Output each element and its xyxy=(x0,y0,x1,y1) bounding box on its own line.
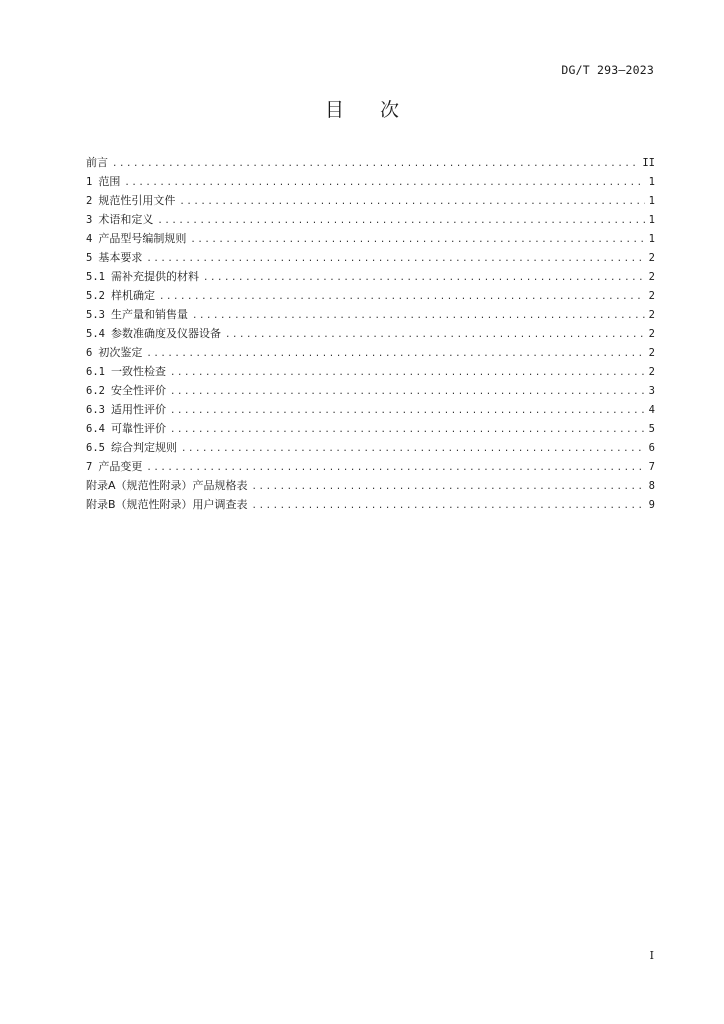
toc-entry-text: 可靠性评价 xyxy=(110,422,166,435)
toc-entry-number: 5.1 xyxy=(86,271,105,283)
toc-entry-2[interactable] xyxy=(86,191,655,210)
toc-entry-page: 3 xyxy=(648,385,655,397)
toc-entry-label xyxy=(86,286,155,306)
toc-entry-label xyxy=(86,495,248,514)
toc-entry-6-4[interactable] xyxy=(86,419,655,438)
toc-entry-5-4[interactable] xyxy=(86,324,655,343)
toc-leader-dots xyxy=(170,364,645,383)
toc-entry-page: 1 xyxy=(648,233,655,245)
toc-entry-number: 6.4 xyxy=(86,423,105,435)
toc-entry-text: 样机确定 xyxy=(110,289,155,302)
toc-leader-dots xyxy=(146,345,644,364)
toc-entry-text: 生产量和销售量 xyxy=(110,308,188,321)
toc-entry-label xyxy=(86,229,186,249)
toc-leader-dots xyxy=(170,421,645,440)
toc-entry-number: 7 xyxy=(86,461,93,473)
toc-entry-page: 1 xyxy=(648,214,655,226)
toc-entry-label xyxy=(86,438,177,458)
toc-entry-text: 产品变更 xyxy=(98,460,143,473)
toc-leader-dots xyxy=(181,440,645,459)
toc-entry-text: 范围 xyxy=(98,175,121,188)
toc-entry-text: 初次鉴定 xyxy=(98,346,143,359)
toc-entry-label xyxy=(86,343,142,363)
toc-entry-6[interactable] xyxy=(86,343,655,362)
toc-leader-dots xyxy=(170,383,645,402)
page-number: I xyxy=(649,949,654,962)
toc-entry-text: 基本要求 xyxy=(98,251,143,264)
toc-entry-page: 2 xyxy=(648,328,655,340)
toc-entry-label xyxy=(86,419,166,439)
toc-leader-dots xyxy=(252,497,645,516)
toc-entry-text: 参数准确度及仪器设备 xyxy=(110,327,221,340)
toc-entry-label xyxy=(86,248,142,268)
toc-entry-text: 产品型号编制规则 xyxy=(98,232,187,245)
toc-entry-page: 6 xyxy=(648,442,655,454)
toc-entry-text: 综合判定规则 xyxy=(110,441,177,454)
document-code: DG/T 293—2023 xyxy=(561,63,654,77)
toc-entry-page: 2 xyxy=(648,271,655,283)
toc-leader-dots xyxy=(225,326,645,345)
toc-entry-page: 2 xyxy=(648,366,655,378)
toc-entry-label xyxy=(86,381,166,401)
toc-leader-dots xyxy=(124,174,644,193)
toc-entry-label xyxy=(86,400,166,420)
toc-leader-dots xyxy=(179,193,644,212)
toc-entry-number: 6.5 xyxy=(86,442,105,454)
toc-entry-text: 适用性评价 xyxy=(110,403,166,416)
toc-entry-foreword[interactable] xyxy=(86,153,655,172)
toc-entry-6-5[interactable] xyxy=(86,438,655,457)
toc-entry-label xyxy=(86,191,175,211)
toc-entry-page: 9 xyxy=(648,499,655,511)
toc-entry-number: 3 xyxy=(86,214,93,226)
toc-leader-dots xyxy=(252,478,645,497)
toc-entry-3[interactable] xyxy=(86,210,655,229)
toc-entry-label xyxy=(86,457,142,477)
toc-leader-dots xyxy=(192,307,645,326)
toc-leader-dots xyxy=(146,250,644,269)
toc-entry-label xyxy=(86,172,120,192)
toc-entry-page: 1 xyxy=(648,176,655,188)
toc-entry-page: 7 xyxy=(648,461,655,473)
toc-entry-6-2[interactable] xyxy=(86,381,655,400)
toc-leader-dots xyxy=(170,402,645,421)
toc-entry-page: 8 xyxy=(648,480,655,492)
toc-entry-label xyxy=(86,153,108,172)
toc-entry-7[interactable] xyxy=(86,457,655,476)
toc-entry-label xyxy=(86,324,221,344)
toc-entry-label xyxy=(86,267,199,287)
toc-entry-page: 2 xyxy=(648,347,655,359)
toc-entry-page: 4 xyxy=(648,404,655,416)
toc-entry-6-3[interactable] xyxy=(86,400,655,419)
toc-leader-dots xyxy=(159,288,645,307)
toc-entry-text: 需补充提供的材料 xyxy=(110,270,199,283)
toc-entry-number: 6 xyxy=(86,347,93,359)
toc-entry-page: 5 xyxy=(648,423,655,435)
toc-entry-label xyxy=(86,210,153,230)
toc-entry-appendix-a[interactable] xyxy=(86,476,655,495)
toc-leader-dots xyxy=(203,269,645,288)
toc-entry-4[interactable] xyxy=(86,229,655,248)
toc-entry-label xyxy=(86,476,248,495)
toc-entry-page: II xyxy=(642,157,655,169)
toc-entry-text: 一致性检查 xyxy=(110,365,166,378)
toc-entry-text: 附录B（规范性附录）用户调查表 xyxy=(86,498,248,511)
toc-leader-dots xyxy=(112,155,638,174)
toc-entry-number: 1 xyxy=(86,176,93,188)
toc-entry-page: 2 xyxy=(648,252,655,264)
toc-entry-text: 安全性评价 xyxy=(110,384,166,397)
toc-entry-number: 5 xyxy=(86,252,93,264)
toc-leader-dots xyxy=(157,212,644,231)
toc-entry-number: 6.3 xyxy=(86,404,105,416)
toc-entry-label xyxy=(86,362,166,382)
toc-title: 目次 xyxy=(324,99,435,121)
toc-entry-page: 2 xyxy=(648,309,655,321)
toc-entry-appendix-b[interactable] xyxy=(86,495,655,514)
toc-entry-5-2[interactable] xyxy=(86,286,655,305)
toc-entry-text: 规范性引用文件 xyxy=(98,194,176,207)
toc-entry-number: 6.2 xyxy=(86,385,105,397)
table-of-contents xyxy=(86,153,655,514)
toc-entry-6-1[interactable] xyxy=(86,362,655,381)
toc-entry-5[interactable] xyxy=(86,248,655,267)
toc-entry-number: 5.3 xyxy=(86,309,105,321)
toc-entry-number: 2 xyxy=(86,195,93,207)
toc-entry-text: 前言 xyxy=(86,156,108,169)
toc-entry-number: 5.4 xyxy=(86,328,105,340)
toc-entry-number: 5.2 xyxy=(86,290,105,302)
toc-leader-dots xyxy=(190,231,644,250)
toc-entry-page: 2 xyxy=(648,290,655,302)
toc-entry-5-1[interactable] xyxy=(86,267,655,286)
toc-entry-5-3[interactable] xyxy=(86,305,655,324)
toc-entry-page: 1 xyxy=(648,195,655,207)
toc-entry-text: 术语和定义 xyxy=(98,213,154,226)
toc-entry-number: 4 xyxy=(86,233,93,245)
toc-entry-text: 附录A（规范性附录）产品规格表 xyxy=(86,479,248,492)
toc-entry-1[interactable] xyxy=(86,172,655,191)
toc-entry-label xyxy=(86,305,188,325)
toc-entry-number: 6.1 xyxy=(86,366,105,378)
